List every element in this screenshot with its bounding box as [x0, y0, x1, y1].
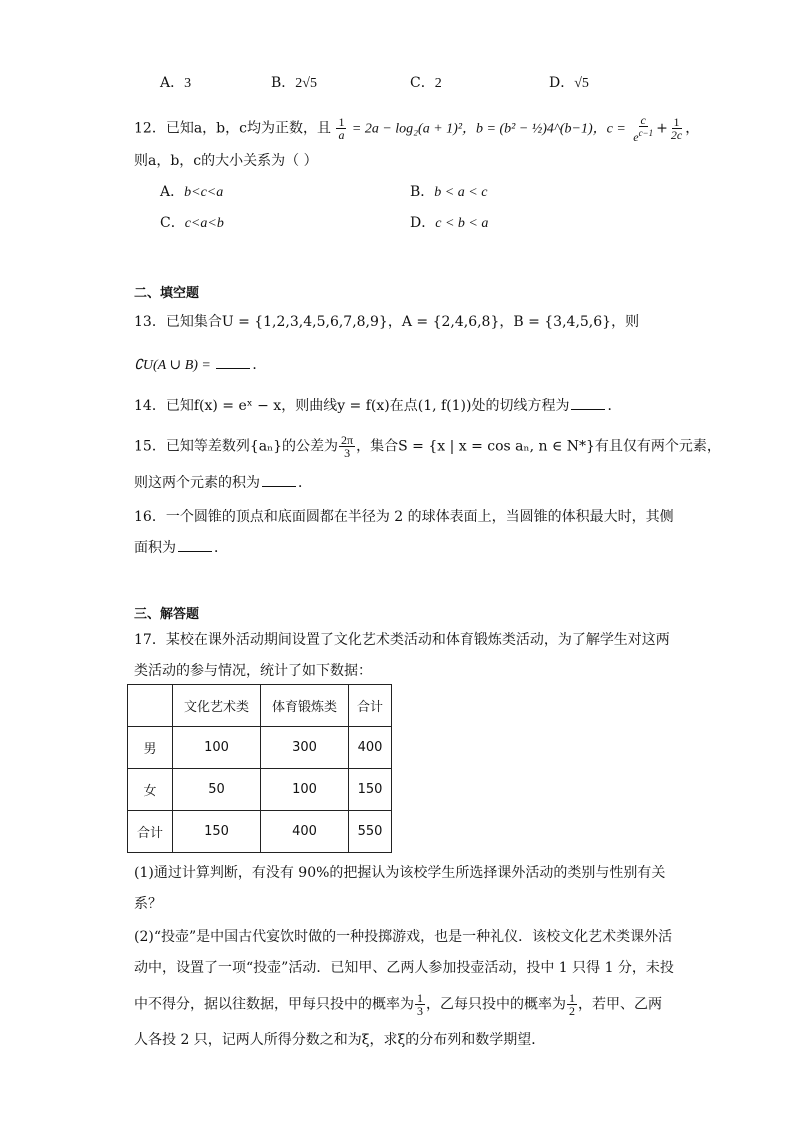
answer-blank: [216, 356, 250, 369]
q17-line1: 17．某校在课外活动期间设置了文化艺术类活动和体育锻炼类活动，为了解学生对这两: [134, 632, 670, 648]
q12-option-b: B．b < a < c: [410, 184, 488, 200]
fraction-1-over-a: $\frac{1}{a}$: [338, 115, 345, 142]
q12-option-d: D．c < b < a: [410, 215, 489, 231]
q15-line1: 15．已知等差数列{aₙ}的公差为 $\frac{2\pi}{3}$ ，集合S = {x | x = cos aₙ, n ∈ N*}有且仅有两个元素，: [134, 433, 721, 460]
q11-option-d: D．√5: [549, 75, 589, 91]
q17-part2-line1: (2)“投壶”是中国古代宴饮时做的一种投掷游戏，也是一种礼仪．该校文化艺术类课外活: [134, 929, 673, 945]
q12-line2: 则a，b，c的大小关系为（ ）: [134, 153, 318, 169]
fraction-1-over-2: $\frac{1}{2}$: [569, 991, 575, 1018]
q16-line2: 面积为 ．: [134, 540, 228, 556]
q17-line2: 类活动的参与情况，统计了如下数据：: [134, 663, 372, 679]
q17-part2-line3: 中不得分，据以往数据，甲每只投中的概率为 $\frac{1}{3}$ ，乙每只投中的概率为 $\frac{1}{2}$ ，若甲、乙两: [134, 991, 662, 1018]
table-row: 合计 150 400 550: [128, 811, 392, 853]
table-row: 男 100 300 400: [128, 727, 392, 769]
table-header-row: 文化艺术类 体育锻炼类 合计: [128, 685, 392, 727]
q11-option-c: C．2: [410, 75, 442, 91]
table-row: 女 50 100 150: [128, 769, 392, 811]
q17-part1-line1: (1)通过计算判断，有没有 90%的把握认为该校学生所选择课外活动的类别与性别有关: [134, 865, 666, 881]
q17-part1-line2: 系？: [134, 896, 162, 912]
fraction-1-over-3: $\frac{1}{3}$: [417, 991, 423, 1018]
section-solution-heading: 三、解答题: [134, 607, 200, 622]
fraction-c-over-e: $\frac{c}{e^{c-1}}$: [633, 113, 654, 144]
q14: 14．已知f(x) = eˣ − x，则曲线y = f(x)在点(1, f(1))处的切线方程为 ．: [134, 398, 622, 414]
q16-line1: 16．一个圆锥的顶点和底面圆都在半径为 2 的球体表面上，当圆锥的体积最大时，其侧: [134, 509, 674, 525]
section-fill-in-heading: 二、填空题: [134, 286, 200, 301]
fraction-1-over-2c: $\frac{1}{2c}$: [670, 115, 683, 142]
q13-line2: ∁U(A ∪ B) = ．: [134, 357, 267, 373]
activity-statistics-table: [127, 684, 392, 853]
answer-blank: [571, 397, 605, 410]
answer-blank: [262, 474, 296, 487]
answer-blank: [178, 539, 212, 552]
fraction-2pi-over-3: $\frac{2\pi}{3}$: [341, 433, 354, 460]
q17-part2-line4: 人各投 2 只，记两人所得分数之和为ξ，求ξ的分布列和数学期望．: [134, 1032, 546, 1048]
q11-option-a: A．3: [160, 75, 192, 91]
q15-line2: 则这两个元素的积为 ．: [134, 475, 312, 491]
q12-stem: 12．已知a，b，c均为正数，且 $\frac{1}{a}$ = 2a − log₂(a + 1)²，b = (b² − ½)4^(b−1)，c = $\frac{c}{e^{c-1}}$ + $\frac{1}{2c}$ ，: [134, 113, 700, 144]
q17-part2-line2: 动中，设置了一项“投壶”活动．已知甲、乙两人参加投壶活动，投中 1 只得 1 分，未投: [134, 960, 674, 976]
q12-option-a: A．b<c<a: [160, 184, 224, 200]
q12-option-c: C．c<a<b: [160, 215, 224, 231]
q11-option-b: B．2√5: [271, 75, 317, 91]
q13-line1: 13．已知集合U = {1,2,3,4,5,6,7,8,9}，A = {2,4,6,8}，B = {3,4,5,6}，则: [134, 314, 640, 330]
